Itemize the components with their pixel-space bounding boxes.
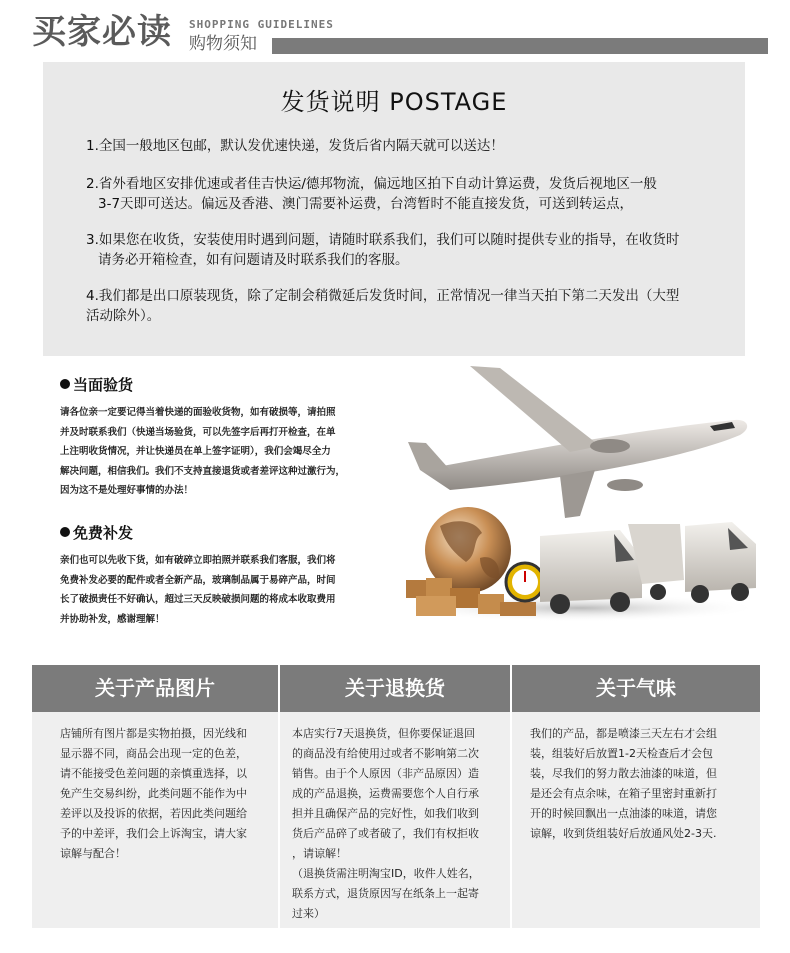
column-line: 的商品没有给使用过或者不影响第二次 — [292, 747, 479, 760]
header-subtitle-cn: 购物须知 — [189, 34, 257, 54]
column-line: 开的时候回飘出一点油漆的味道，请您 — [530, 807, 717, 820]
postage-item-line: 2.省外看地区安排优速或者佳吉快运/德邦物流，偏远地区拍下自动计算运费，发货后视地区一般 — [86, 176, 657, 192]
bullet-icon — [60, 379, 70, 389]
postage-item-line: 4.我们都是出口原装现货，除了定制会稍微延后发货时间，正常情况一律当天拍下第二天发出（大型 — [86, 288, 680, 304]
inspection-section — [60, 375, 378, 501]
column-line: 我们的产品，都是喷漆三天左右才会组 — [530, 727, 717, 740]
inspection-line: 因为这不是处理好事情的办法！ — [60, 485, 194, 496]
column-line: 销售。由于个人原因（非产品原因）造 — [292, 767, 479, 780]
page-header — [0, 0, 790, 60]
postage-item — [86, 286, 736, 326]
column-heading: 关于气味 — [512, 665, 760, 712]
column-body — [280, 712, 510, 928]
shipping-illustration — [380, 358, 770, 633]
column-line: 成的产品退换，运费需要您个人自行承 — [292, 787, 479, 800]
column-line: 予的中差评，我们会上诉淘宝，请大家 — [60, 827, 247, 840]
airplane-icon — [408, 366, 747, 518]
inspection-line: 解决问题，相信我们。我们不支持直接退货或者差评这种过激行为， — [60, 465, 346, 477]
postage-item-line: 活动除外）。 — [86, 308, 161, 324]
column-line: 免产生交易纠纷，此类问题不能作为中 — [60, 787, 247, 800]
column-line: 店铺所有图片都是实物拍摄，因光线和 — [60, 727, 247, 740]
column-line: 谅解，收到货组装好后放通风处2-3天. — [530, 827, 717, 840]
inspection-body — [60, 403, 378, 501]
postage-item-line: 请务必开箱检查，如有问题请及时联系我们的客服。 — [98, 252, 409, 268]
column-line: ，请谅解！ — [292, 847, 347, 860]
header-title: 买家必读 — [32, 12, 172, 52]
info-columns — [32, 665, 760, 928]
header-subtitle-en: SHOPPING GUIDELINES — [189, 18, 334, 31]
replacement-title: 免费补发 — [73, 524, 134, 542]
postage-item-line: 1.全国一般地区包邮，默认发优速快递，发货后省内隔天就可以送达！ — [86, 138, 504, 154]
postage-item — [86, 230, 736, 270]
postage-panel — [43, 62, 745, 356]
postage-item — [86, 174, 736, 214]
inspection-line: 上注明收货情况，并让快递员在单上签字证明），我们会竭尽全力 — [60, 446, 331, 457]
column-line: 装，组装好后放置1-2天检查后才会包 — [530, 747, 713, 760]
column-line: 担并且确保产品的完好性，如我们收到 — [292, 807, 479, 820]
column-line: 本店实行7天退换货，但你要保证退回 — [292, 727, 475, 740]
inspection-title: 当面验货 — [73, 376, 134, 394]
replacement-section — [60, 523, 378, 629]
column-body — [512, 712, 760, 928]
shipping-illustration-graphic — [380, 358, 770, 633]
stopwatch-icon — [506, 563, 544, 601]
replacement-line: 并协助补发，感谢理解！ — [60, 613, 165, 625]
column-line: 差评以及投诉的依据，若因此类问题给 — [60, 807, 247, 820]
column-line: 联系方式，退货原因写在纸条上一起寄 — [292, 887, 479, 900]
column-line: 谅解与配合！ — [60, 847, 126, 860]
column-line: 请不能接受色差问题的亲慎重选择，以 — [60, 767, 247, 780]
replacement-line: 免费补发必要的配件或者全新产品，玻璃制品属于易碎产品，时间 — [60, 574, 336, 586]
postage-heading: 发货说明 POSTAGE — [280, 88, 508, 116]
postage-item-line: 3-7天即可送达。偏远及香港、澳门需要补运费，台湾暂时不能直接发货，可送到转运点， — [98, 196, 634, 212]
column-line: （退换货需注明淘宝ID，收件人姓名， — [292, 867, 480, 880]
postage-item — [86, 136, 736, 156]
postage-item-line: 3.如果您在收货，安装使用时遇到问题，请随时联系我们，我们可以随时提供专业的指导，在收货时 — [86, 232, 680, 248]
column-line: 显示器不同，商品会出现一定的色差， — [60, 747, 247, 760]
replacement-line: 长了破损责任不好确认，超过三天反映破损问题的将成本收取费用 — [60, 594, 336, 605]
replacement-line: 亲们也可以先收下货，如有破碎立即拍照并联系我们客服，我们将 — [60, 555, 336, 566]
column-heading: 关于产品图片 — [32, 665, 278, 712]
header-bar — [272, 38, 768, 54]
column-line: 是还会有点余味，在箱子里密封重新打 — [530, 787, 717, 800]
bullet-icon — [60, 527, 70, 537]
column-line: 过来） — [292, 907, 325, 920]
truck-icon — [628, 522, 756, 603]
replacement-body — [60, 551, 378, 629]
inspection-line: 并及时联系我们（快递当场验货，可以先签字后再打开检查，在单 — [60, 426, 336, 438]
column-body — [32, 712, 278, 928]
column-line: 货后产品碎了或者破了，我们有权拒收 — [292, 827, 479, 840]
inspection-line: 请各位亲一定要记得当着快递的面验收货物，如有破损等，请拍照 — [60, 407, 336, 418]
column-line: 装，尽我们的努力散去油漆的味道，但 — [530, 767, 717, 780]
column-heading: 关于退换货 — [280, 665, 510, 712]
